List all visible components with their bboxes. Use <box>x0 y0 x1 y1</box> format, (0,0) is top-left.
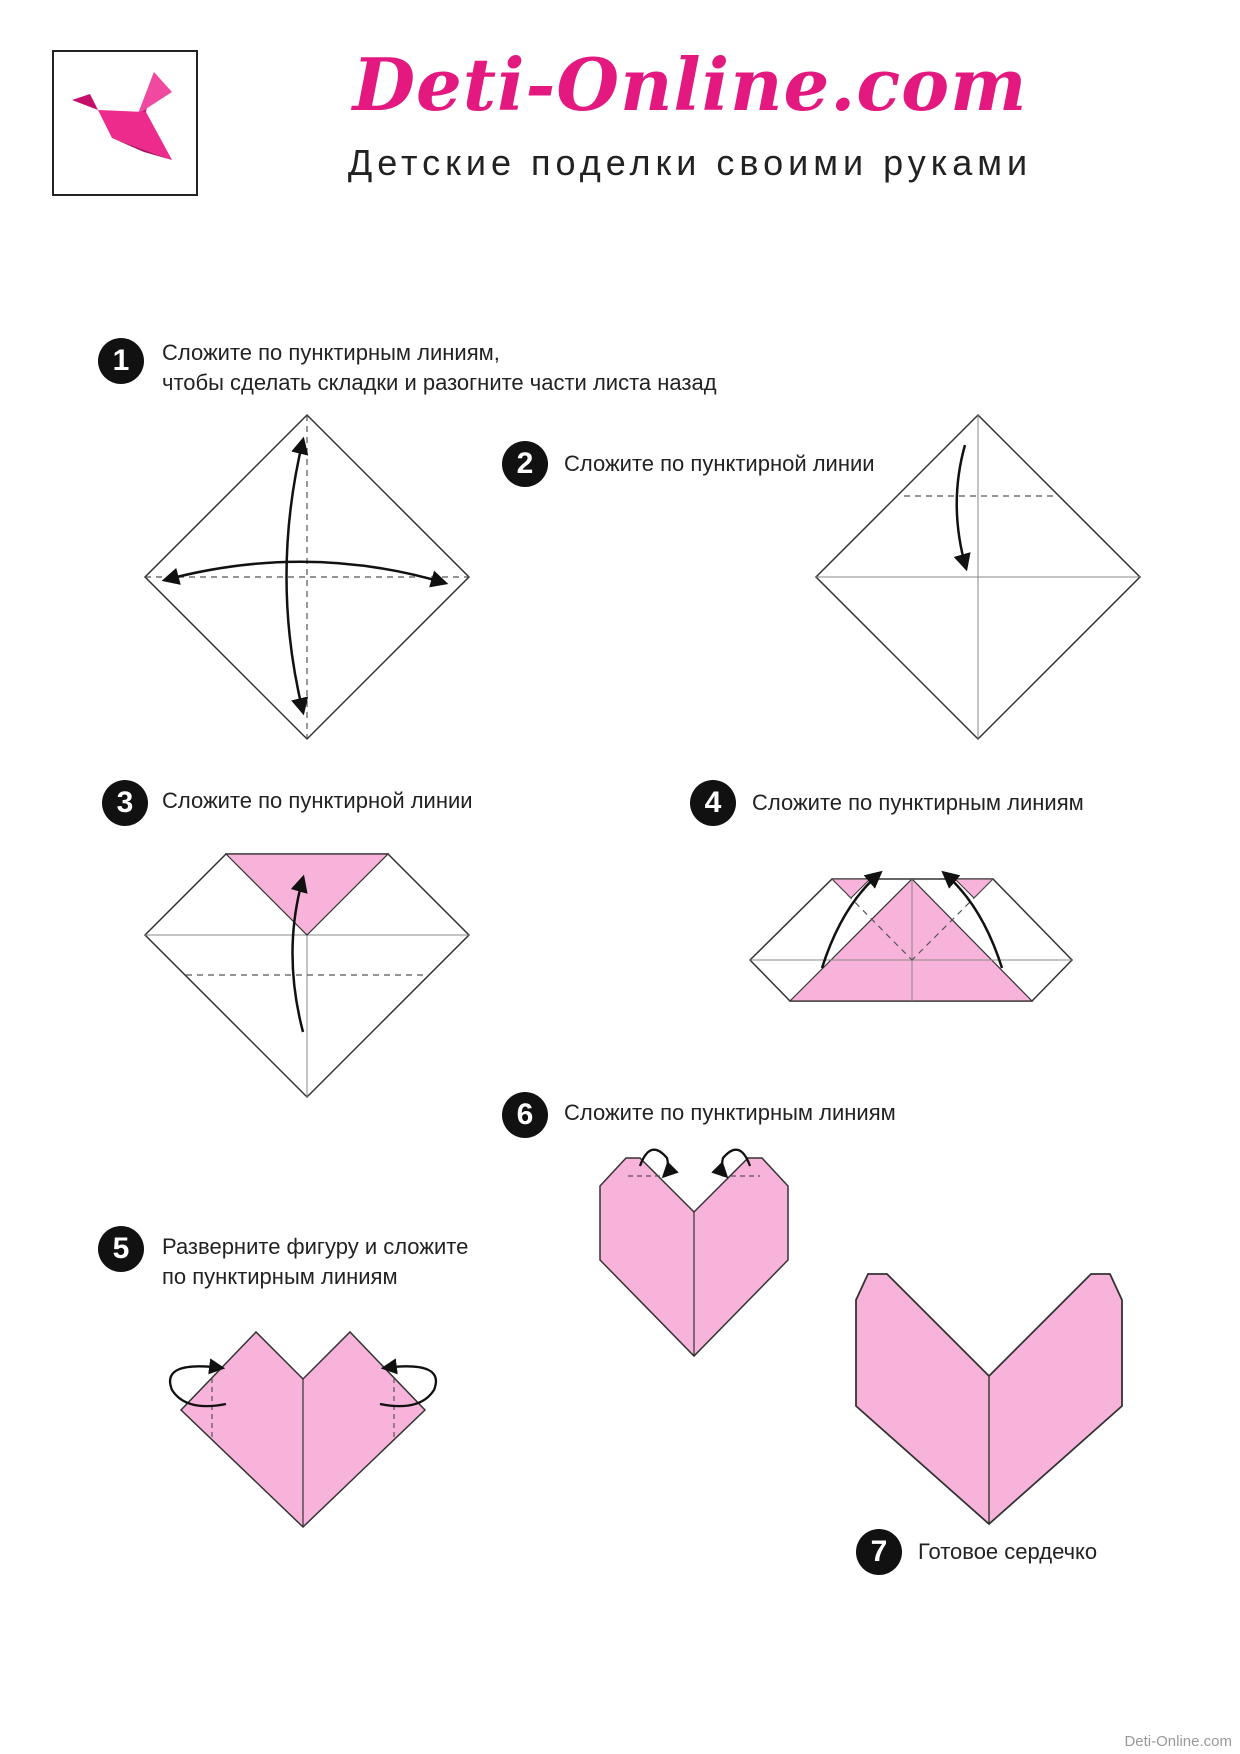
step-4-text: Сложите по пунктирным линиям <box>752 790 1084 815</box>
step-2-text: Сложите по пунктирной линии <box>564 451 875 476</box>
step-5-number: 5 <box>98 1226 144 1272</box>
step-6-diagram <box>600 1150 788 1356</box>
step-4-diagram <box>750 873 1072 1001</box>
step-2-number: 2 <box>502 441 548 487</box>
step-4-number: 4 <box>690 780 736 826</box>
step-1-line-1: Сложите по пунктирным линиям, <box>162 340 500 365</box>
step-5-line-1: Разверните фигуру и сложите <box>162 1234 469 1259</box>
step-3-number: 3 <box>102 780 148 826</box>
step-7-diagram <box>856 1274 1122 1524</box>
step-1-number: 1 <box>98 338 144 384</box>
brand-title: Deti-Online.com <box>352 42 1028 127</box>
step-6-number: 6 <box>502 1092 548 1138</box>
step-5-line-2: по пунктирным линиям <box>162 1264 398 1289</box>
step-3-diagram <box>145 854 469 1097</box>
tagline: Детские поделки своими руками <box>347 142 1033 183</box>
step-5-diagram <box>170 1332 436 1527</box>
step-3-text: Сложите по пунктирной линии <box>162 788 473 813</box>
step-2-diagram <box>816 415 1140 739</box>
step-7-text: Готовое сердечко <box>918 1539 1098 1564</box>
watermark: Deti-Online.com <box>1124 1733 1232 1750</box>
step-7-number: 7 <box>856 1529 902 1575</box>
step-6-text: Сложите по пунктирным линиям <box>564 1100 896 1125</box>
step-1-line-2: чтобы сделать складки и разогните части листа назад <box>162 370 717 395</box>
step-1-diagram <box>145 415 469 739</box>
